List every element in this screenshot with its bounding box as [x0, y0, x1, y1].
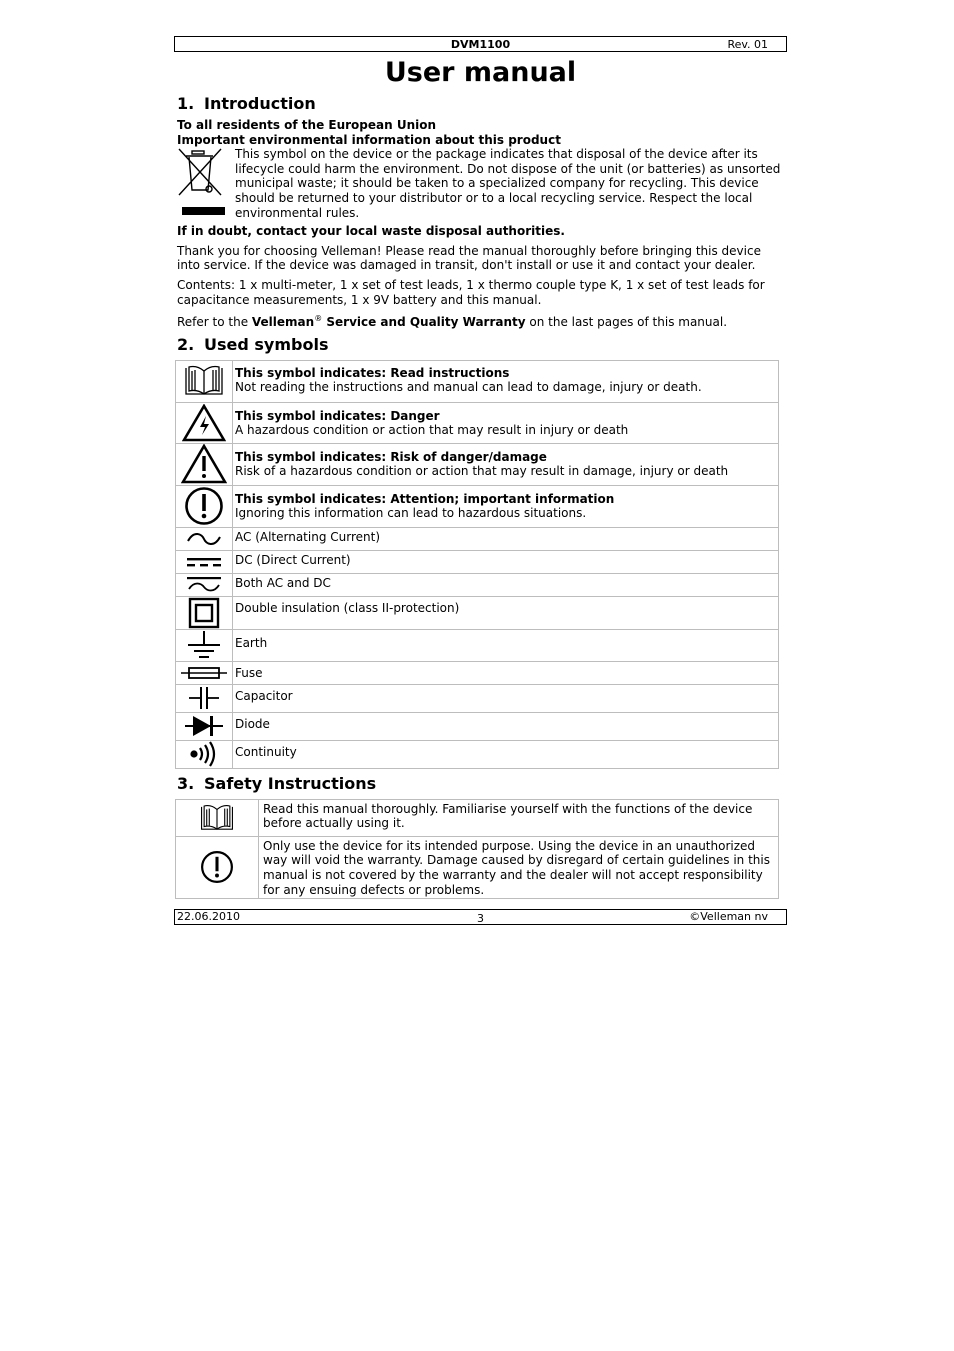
symbol-description: Both AC and DC — [233, 573, 779, 596]
footer-copyright: ©Velleman nv — [689, 909, 768, 923]
revision: Rev. 01 — [727, 38, 768, 51]
table-row — [176, 740, 779, 768]
table-row — [176, 573, 779, 596]
danger-lightning-icon — [176, 402, 233, 443]
fuse-icon — [176, 661, 233, 684]
manual-page — [174, 36, 787, 925]
table-row — [176, 712, 779, 740]
table-row — [176, 443, 779, 485]
environment-info-line: Important environmental information about this product — [177, 132, 561, 147]
warranty-paragraph: Refer to the Velleman® Service and Quality Warranty on the last pages of this manual. — [177, 314, 728, 330]
table-row — [176, 527, 779, 550]
warning-triangle-icon — [176, 443, 233, 485]
table-row — [176, 360, 779, 402]
crossed-bin-icon — [177, 147, 235, 224]
earth-icon — [176, 629, 233, 661]
table-row — [176, 550, 779, 573]
thanks-paragraph: Thank you for choosing Velleman! Please read the manual thoroughly before bringing this device into service. If the device was damaged in transit, don't install or use it and contact your dealer. — [177, 243, 761, 273]
symbol-description: Capacitor — [233, 684, 779, 712]
book-icon — [176, 799, 259, 836]
book-icon — [176, 360, 233, 402]
symbol-description: Double insulation (class II-protection) — [233, 596, 779, 629]
symbol-description: Fuse — [233, 661, 779, 684]
diode-icon — [176, 712, 233, 740]
table-row — [176, 629, 779, 661]
ac-icon — [176, 527, 233, 550]
table-row — [176, 402, 779, 443]
weee-text: This symbol on the device or the package indicates that disposal of the device after its lifecycle could harm the environment. Do not dispose of the unit (or batteries) as unsorted municipal waste; it should be taken to a specialized company for recycling. This device should be returned to your distributor or to a local recycling service. Respect the local environmental rules. — [235, 147, 781, 220]
capacitor-icon — [176, 684, 233, 712]
page-header — [174, 36, 787, 52]
safety-text: Read this manual thoroughly. Familiarise yourself with the functions of the device before actually using it. — [259, 799, 779, 836]
contents-paragraph: Contents: 1 x multi-meter, 1 x set of test leads, 1 x thermo couple type K, 1 x set of test leads for capacitance measurements, 1 x 9V battery and this manual. — [177, 277, 765, 307]
symbol-description: Diode — [233, 712, 779, 740]
waste-authorities-note: If in doubt, contact your local waste disposal authorities. — [177, 224, 565, 239]
symbol-description: This symbol indicates: Read instructions Not reading the instructions and manual can lead to damage, injury or death. — [233, 360, 779, 402]
table-row — [176, 661, 779, 684]
table-row — [176, 596, 779, 629]
double-insulation-icon — [176, 596, 233, 629]
table-row — [176, 684, 779, 712]
page-number: 3 — [477, 911, 484, 925]
eu-residents-line: To all residents of the European Union — [177, 118, 437, 132]
table-row — [176, 836, 779, 898]
footer-date: 22.06.2010 — [177, 909, 240, 923]
safety-text: Only use the device for its intended purpose. Using the device in an unauthorized way will void the warranty. Damage caused by disregard of certain guidelines in this manual is not covered by the warranty and the dealer will not accept responsibility for any ensuing defects or problems. — [259, 836, 779, 898]
symbol-description: AC (Alternating Current) — [233, 527, 779, 550]
symbol-description: This symbol indicates: Risk of danger/damage Risk of a hazardous condition or action that may result in damage, injury or death — [233, 443, 779, 485]
weee-block — [174, 147, 787, 224]
symbols-table — [175, 360, 779, 769]
page-footer — [174, 909, 787, 925]
symbol-description: Earth — [233, 629, 779, 661]
safety-table — [175, 799, 779, 899]
symbol-description: Continuity — [233, 740, 779, 768]
section-heading-safety-instructions: 3. Safety Instructions — [177, 773, 377, 793]
ac-dc-icon — [176, 573, 233, 596]
dc-icon — [176, 550, 233, 573]
symbol-description: This symbol indicates: Attention; important information Ignoring this information can lead to hazardous situations. — [233, 485, 779, 527]
table-row — [176, 799, 779, 836]
page-title: User manual — [384, 57, 577, 88]
model-number: DVM1100 — [450, 38, 511, 51]
attention-circle-icon — [176, 836, 259, 898]
symbol-description: This symbol indicates: Danger A hazardous condition or action that may result in injury or death — [233, 402, 779, 443]
section-heading-introduction: 1. Introduction — [177, 94, 316, 113]
symbol-description: DC (Direct Current) — [233, 550, 779, 573]
continuity-icon — [176, 740, 233, 768]
attention-circle-icon — [176, 485, 233, 527]
table-row — [176, 485, 779, 527]
section-heading-used-symbols: 2. Used symbols — [177, 334, 329, 354]
